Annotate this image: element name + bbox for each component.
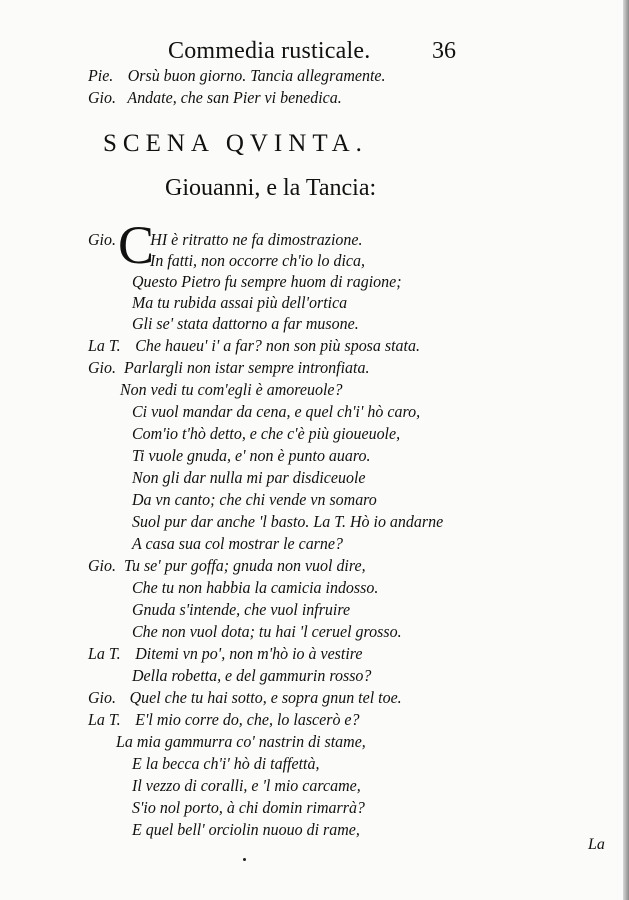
verse-line [132,776,361,796]
verse-text: Orsù buon giorno. Tancia allegramente. [127,66,386,85]
scan-edge-shadow [623,0,629,900]
verse-text: Gli se' stata dattorno a far musone. [132,314,359,333]
verse-line [132,402,420,422]
verse-text: Non gli dar nulla mi par disdiceuole [132,468,366,487]
verse-text: Questo Pietro fu sempre huom di ragione; [132,272,402,291]
verse-line [132,666,371,686]
verse-line [88,644,363,664]
catchword: La [588,836,605,853]
verse-text: In fatti, non occorre ch'io lo dica, [150,251,365,270]
speaker-label: Gio. [88,230,116,249]
verse-text: La mia gammurra co' nastrin di stame, [116,732,366,751]
verse-line [88,88,342,108]
verse-line [88,66,385,86]
verse-text: Quel che tu hai sotto, e sopra gnun tel toe. [129,688,402,707]
verse-line [132,820,360,840]
verse-line [88,556,366,576]
running-head: Commedia rusticale. [168,38,371,64]
verse-line [132,622,402,642]
verse-text: Ditemi vn po', non m'hò io à vestire [135,644,363,663]
page-number: 36 [432,38,456,64]
verse-line [132,424,400,444]
verse-text: E la becca ch'i' hò di taffettà, [132,754,320,773]
verse-line [132,272,402,292]
verse-text: Il vezzo di coralli, e 'l mio carcame, [132,776,361,795]
verse-text: Parlargli non istar sempre intronfiata. [123,358,370,377]
verse-text: S'io nol porto, à chi domin rimarrà? [132,798,365,817]
verse-text: Com'io t'hò detto, e che c'è più gioueuole, [132,424,401,443]
verse-line [132,314,359,334]
verse-text: Che non vuol dota; tu hai 'l ceruel grosso. [132,622,402,641]
verse-text: Suol pur dar anche 'l basto. La T. Hò io andarne [132,512,444,531]
verse-text: Ma tu rubida assai più dell'ortica [132,293,348,312]
verse-line [132,468,365,488]
speaker-label: Gio. [88,88,116,107]
verse-line [132,600,350,620]
speaker-label: Gio. [88,556,116,575]
speaker-label: Gio. [88,688,116,707]
verse-line [132,578,378,598]
speaker-label: Gio. [88,358,116,377]
verse-text: A casa sua col mostrar le carne? [132,534,343,553]
verse-text: Non vedi tu com'egli è amoreuole? [120,380,343,399]
verse-text: Gnuda s'intende, che vuol infruire [132,600,351,619]
verse-line [132,754,319,774]
verse-line [88,688,402,708]
verse-text: Ci vuol mandar da cena, e quel ch'i' hò caro, [132,402,421,421]
verse-line [150,251,365,271]
verse-line [132,512,443,532]
verse-line [132,534,343,554]
verse-text: Ti vuole gnuda, e' non è punto auaro. [132,446,371,465]
verse-line [88,358,369,378]
verse-text: E'l mio corre do, che, lo lascerò e? [135,710,360,729]
verse-text: Andate, che san Pier vi benedica. [127,88,342,107]
scene-title: SCENA QVINTA. [103,130,368,157]
verse-line [88,710,360,730]
verse-line [88,230,362,250]
printer-mark-dot [243,858,246,861]
verse-text: Tu se' pur goffa; gnuda non vuol dire, [123,556,366,575]
verse-line [88,336,420,356]
verse-text: Che tu non habbia la camicia indosso. [132,578,379,597]
verse-text: HI è ritratto ne fa dimostrazione. [150,230,363,249]
verse-line [132,446,371,466]
verse-line [120,380,343,400]
verse-line [116,732,366,752]
speaker-label: La T. [88,644,121,663]
verse-text: Da vn canto; che chi vende vn somaro [132,490,377,509]
verse-text: Della robetta, e del gammurin rosso? [132,666,372,685]
verse-line [132,798,365,818]
speaker-label: La T. [88,710,121,729]
verse-text: E quel bell' orciolin nuouo di rame, [132,820,360,839]
verse-text: Che haueu' i' a far? non son più sposa stata. [135,336,420,355]
speaker-label: Pie. [88,66,114,85]
drop-cap: C [118,215,155,275]
scene-characters: Giouanni, e la Tancia: [165,175,377,201]
speaker-label: La T. [88,336,121,355]
verse-line [132,293,347,313]
verse-line [132,490,377,510]
